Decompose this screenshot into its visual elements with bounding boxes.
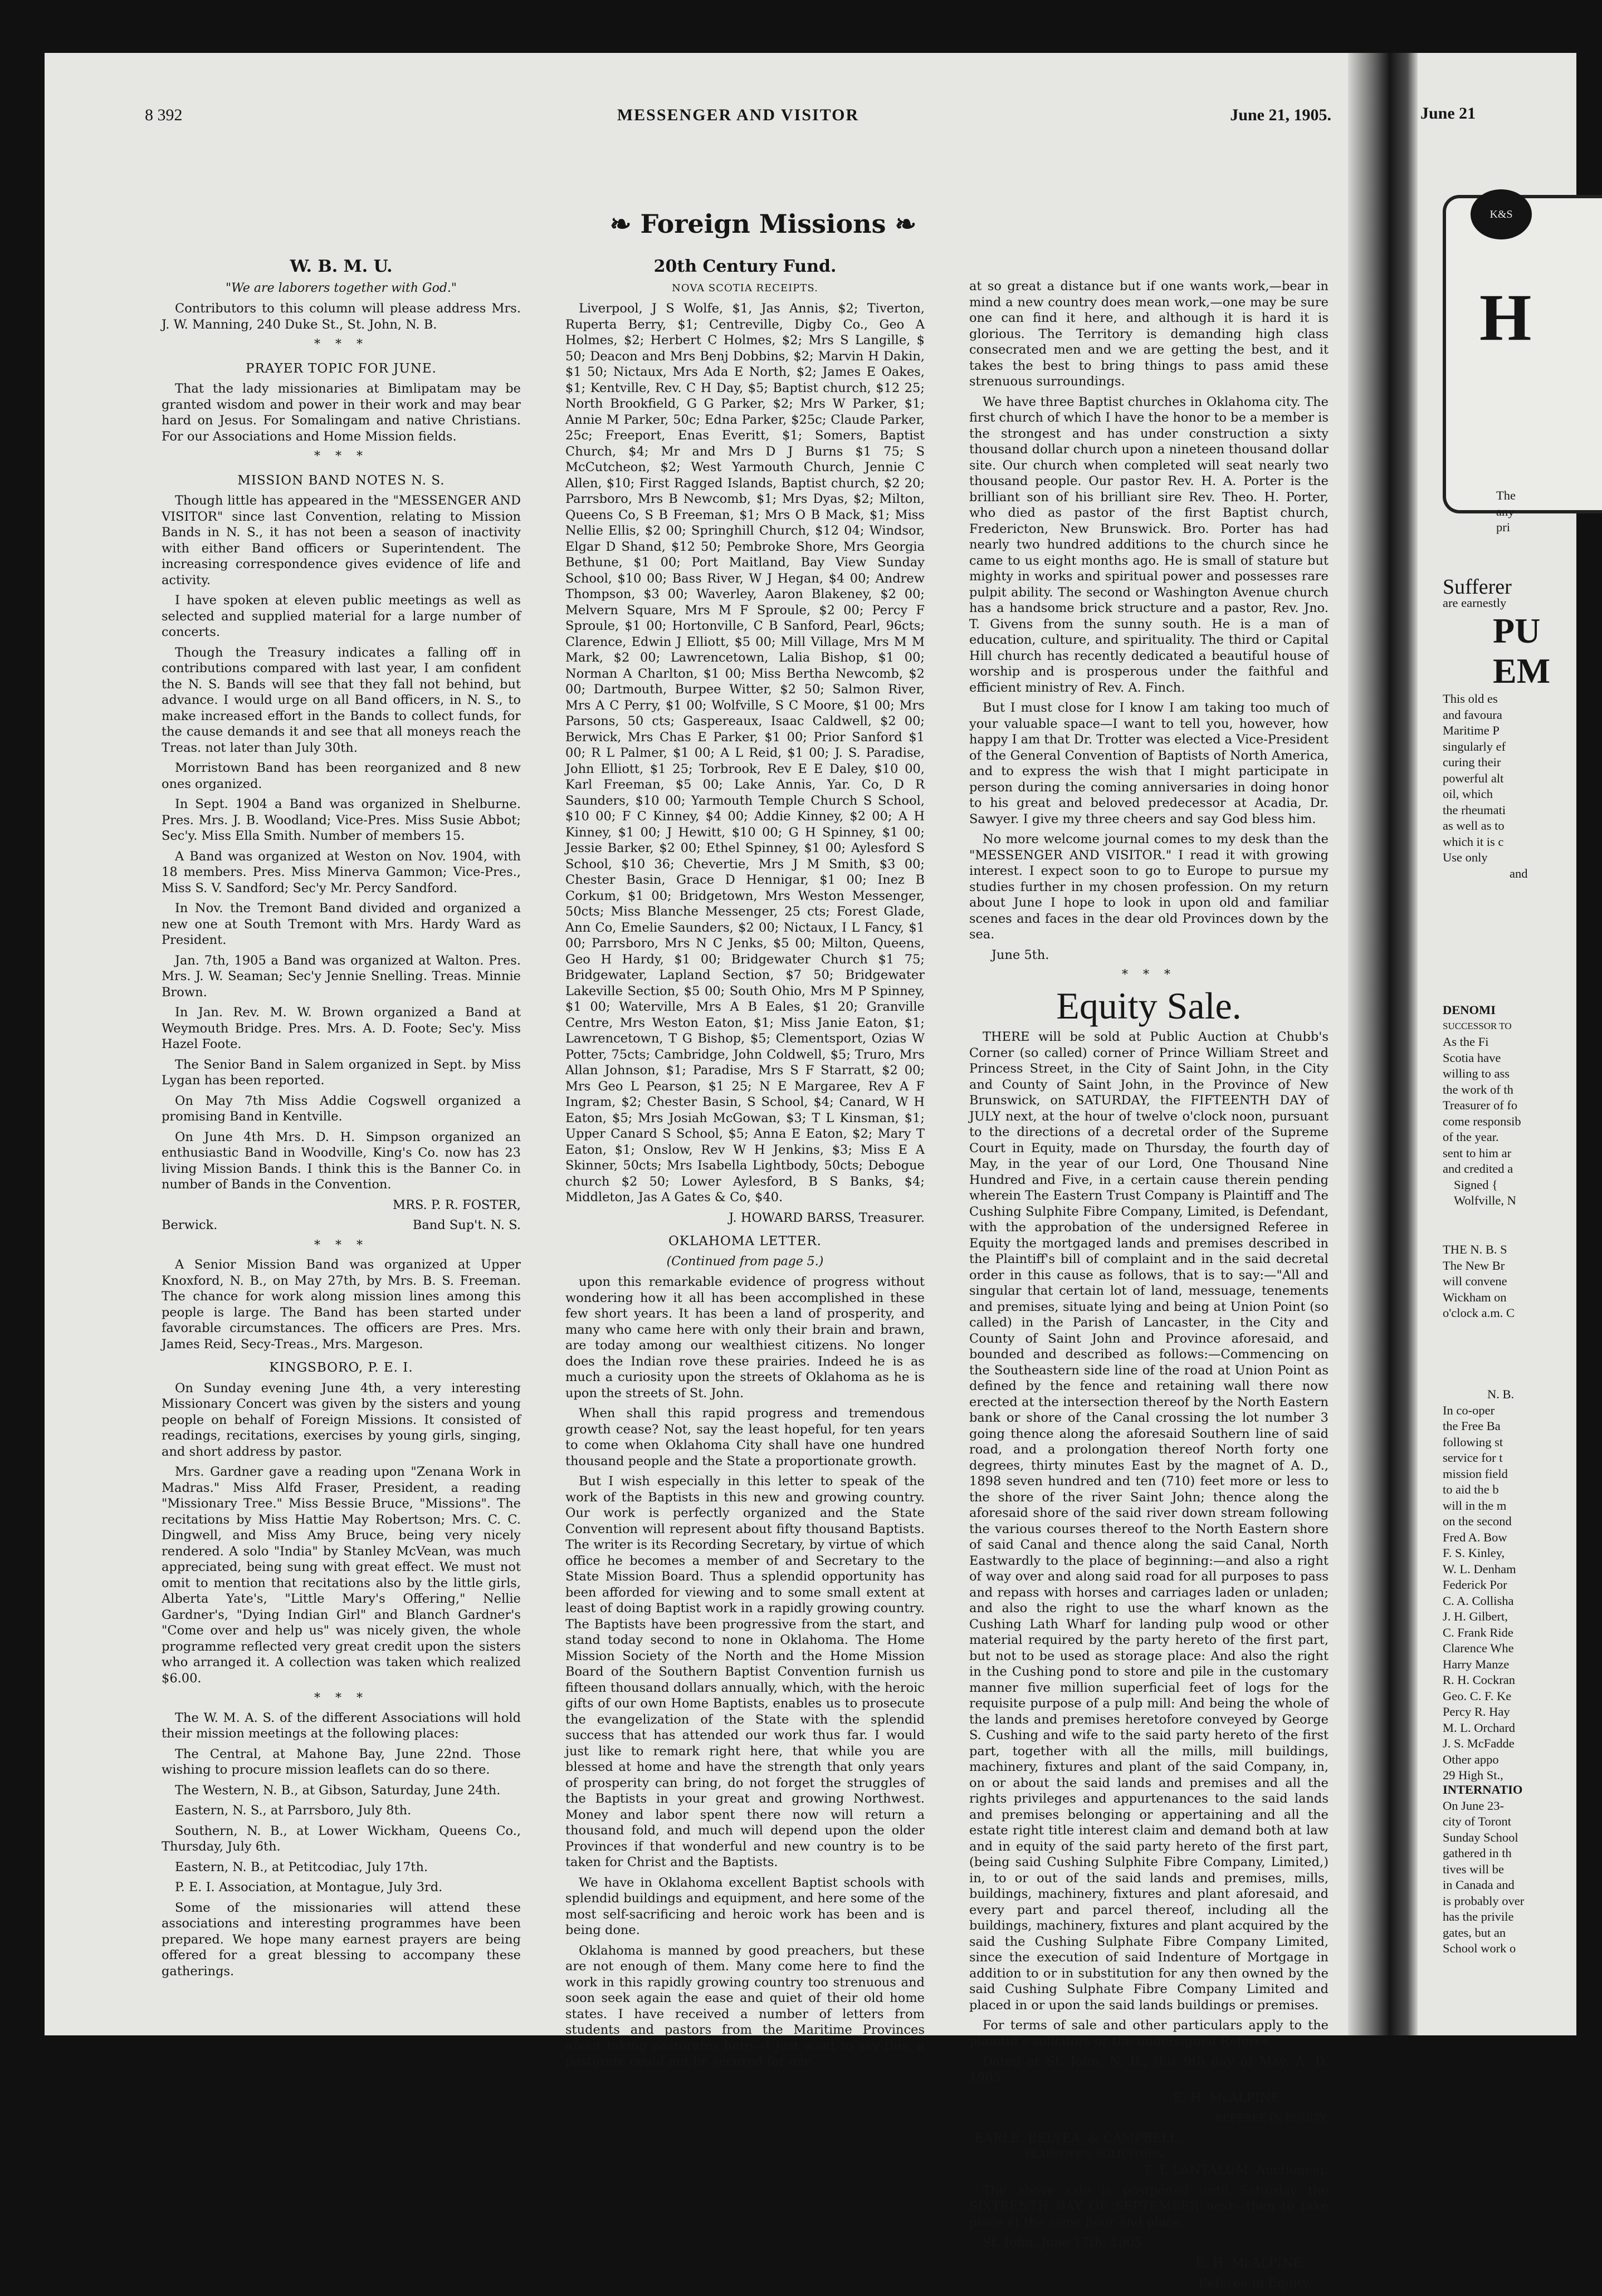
column-wbmu <box>162 259 521 1984</box>
auctioneer: T. T. LANTALUM, Auctioneer. <box>1143 2163 1329 2177</box>
notice-line: Wickham on <box>1443 1290 1507 1304</box>
wbmu-heading: W. B. M. U. <box>290 257 393 276</box>
ad-line: oil, which <box>1443 787 1493 801</box>
notice-line: Fred A. Bow <box>1443 1530 1507 1544</box>
ornament-right-icon: ❧ <box>895 209 917 239</box>
treasurer-signature: J. HOWARD BARSS, Treasurer. <box>729 1210 925 1225</box>
notice-line: of the year. <box>1443 1130 1499 1144</box>
paragraph: Dated at St. John, N. B., this 9th day of May, A. D. 1905. <box>969 2054 1329 2085</box>
referee-title: REFEREE IN EQUITY. <box>1215 2112 1329 2124</box>
nb-cooperation-notice <box>1443 1387 1588 1784</box>
notice-subheading: SUCCESSOR TO <box>1443 1020 1512 1031</box>
paragraph: Eastern, N. S., at Parrsboro, July 8th. <box>175 1803 412 1818</box>
paragraph: I have spoken at eleven public meetings as well as selected and supplied material for a large number of concerts. <box>162 593 521 639</box>
divider-stars: * * * <box>314 449 368 463</box>
notice-heading: THE N. B. S <box>1443 1242 1507 1256</box>
paragraph: In Nov. the Tremont Band divided and organized a new one at South Tremont with Mrs. Hardy Ward as President. <box>162 901 521 947</box>
paragraph: The above sale is postponed until Saturday the SIXTEENTH DAY OF SEPTEMBER next—then to take place at the same hour and place. <box>969 2183 1329 2230</box>
fund-receipts: Liverpool, J S Wolfe, $1, Jas Annis, $2; Tiverton, Ruperta Berry, $1; Centreville, Digby Co., Geo A Holmes, $2; Herbert C Holmes, $2; Mrs S Langille, $ 50; Deacon and Mrs Benj Dobbins, $2; Marvin H Dakin, $1 50; Nictaux, Mrs Ada E North, $2; James E Oakes, $1; Kentville, Rev. C H Day, $5; Baptist church, $12 25; North Brookfield, G G Parker, $2; Mrs W Parker, $1; Annie M Parker, 50c; Edna Parker, $25c; Claude Parker, 25c; Freeport, Enas Everitt, $1; Somers, Baptist Church, $4; Mr and Mrs D J Burns $1 75; S McCutcheon, $2; West Yarmouth Church, Jennie C Allen, $10; First Ragged Islands, Baptist church, $2 20; Parrsboro, Mrs B Newcomb, $1; Mrs Dyas, $2; Milton, Queens Co, S B Freeman, $1; Mrs O B Mack, $1; Miss Nellie Ellis, $2 00; Springhill Church, $12 04; Windsor, Elgar D Shand, $12 50; Pembroke Shore, Mrs Georgia Bethune, $1 00; Port Maitland, Bay View Sunday School, $10 00; Bass River, W J Hegan, $4 00; Andrew Thompson, $3 00; Waverley, Aaron Blakeney, $2 00; Melvern Square, Mrs M F Sproule, $2 00; Percy F Sproule, $1 00; Hortonville, C B Sanford, Pearl, 96cts; Clarence, Edwin J Elliott, $5 00; Mill Village, Mrs M M Mark, $2 00; Lawrencetown, Lalia Bishop, $1 00; Norman A Charlton, $1 00; Miss Bertha Newcomb, $2 00; Dartmouth, Burpee Witter, $2 50; Salmon River, Mrs A C Perry, $1 00; Wolfville, S C Moore, $1 00; Mrs Parsons, 50 cts; Gaspereaux, Isaac Caldwell, $2 00; Berwick, Mrs Chas E Parker, $1 00; Prior Sanford $1 00; R L Palmer, $1 00; A L Reid, $1 00; J. S. Paradise, John Elliott, $1 25; Torbrook, Rev E E Daley, $10 00, Karl Freeman, $5 00; Lake Annis, Yar. Co, D R Saunders, $10 00; Yarmouth Temple Church S School, $10 00; F C Kinney, $4 00; Addie Kinney, $2 00; A H Kinney, $1 00; J Hewitt, $10 00; G H Spinney, $1 00; Jessie Barker, $2 00; Ethel Spinney, $1 00; Aylesford S School, $10 36; Chevertie, Mrs J M Smith, $3 00; Chester Basin, Grace D Hennigar, $1 00; Inez B Corkum, $1 00; Bridgetown, Mrs Weston Messenger, 50cts; Miss Blanche Messenger, 25 cts; Forest Glade, Ann Co, Emelie Saunders, $2 00; Nictaux, I L Fancy, $1 00; Parrsboro, Mrs N C Jenks, $5 00; Milton, Queens, Geo H Hardy, $1 00; Bridgewater Church $1 75; Bridgewater, Lapland Section, $7 50; Bridgewater Lakeville Section, $5 00; South Ohio, Mrs M P Spinney, $1 00; Waterville, Mrs A B Eales, $1 20; Granville Centre, Mrs Weston Eaton, $1; Miss Janie Eaton, $1; Lawrencetown, T G Bishop, $5; Clementsport, Ozias W Potter, 75cts; Cambridge, John Coldwell, $5; Truro, Mrs Allan Johnson, $1; Paradise, Mrs S F Starratt, $2 00; Mrs Geo L Pearson, $1 25; N E Margaree, Rev A F Ingram, $2; Chester Basin, S School, $4; Canard, W H Eaton, $5; Mrs Josiah McGowan, $3; T L Kinsman, $1; Upper Canard S School, $5; Anna E Eaton, $2; Mary T Eaton, $1; Onslow, Rev W H Jenkins, $3; Miss E A Skinner, 50cts; Mrs Isabella Lightbody, 50cts; Debogue church $2 50; Lower Aylesford, B S Banks, $4; Middleton, Jas A Gates & Co, $40. <box>565 301 925 1205</box>
paragraph: The Senior Band in Salem organized in Sept. by Miss Lygan has been reported. <box>162 1057 521 1088</box>
page-number: 8 392 <box>145 106 183 124</box>
equity-sale-title: Equity Sale. <box>1056 984 1242 1027</box>
paragraph: On Sunday evening June 4th, a very interesting Missionary Concert was given by the sisters and young people on behalf of Foreign Missions. It consisted of readings, recitations, exercises by young girls, singing, and short address by pastor. <box>162 1380 521 1459</box>
paragraph: A Senior Mission Band was organized at Upper Knoxford, N. B., on May 27th, by Mrs. B. S. Freeman. The chance for work along mission lines among this people is large. The Band has been started under favorable circumstances. The officers are Pres. Mrs. James Reid, Secy-Treas., Mrs. Margeson. <box>162 1257 521 1352</box>
paragraph: Oklahoma is manned by good preachers, but these are not enough of them. Many come here to find the work in this rapidly growing country too strenuous and soon seek again the ease and quiet of their old home states. I have received a number of letters from students and pastors from the Maritime Provinces about taking pastorates here—I just want to say this, a pastorate could not be secured for one <box>565 1943 925 2069</box>
denomination-notice <box>1443 1002 1588 1209</box>
prayer-text: That the lady missionaries at Bimlipatam may be granted wisdom and power in their work and may bear hard on Jesus. For Somalingam and native Christians. For our Associations and Home Mission fields. <box>162 381 521 444</box>
wbmu-intro: Contributors to this column will please address Mrs. J. W. Manning, 240 Duke St., St. John, N. B. <box>162 301 521 332</box>
notice-line: C. A. Collisha <box>1443 1593 1514 1608</box>
letter-subheading: (Continued from page 5.) <box>666 1254 824 1269</box>
notice-line: C. Frank Ride <box>1443 1625 1513 1639</box>
ad-line: any <box>1496 504 1515 518</box>
ad-line: The <box>1496 488 1516 502</box>
ad-text <box>1496 488 1516 536</box>
notice-line: J. S. McFadde <box>1443 1736 1515 1750</box>
ad-headline: H <box>1479 280 1532 354</box>
ad-line: and <box>1510 866 1528 880</box>
notice-line: will in the m <box>1443 1498 1507 1512</box>
notice-line: On June 23- <box>1443 1798 1504 1813</box>
ad-line: which it is c <box>1443 834 1504 849</box>
ad-heading: Sufferer <box>1443 575 1512 599</box>
paragraph: Though the Treasury indicates a falling off in contributions compared with last year, I am confident the N. S. Bands will see that they fall not behind, but advance. I would urge on all Band officers, in N. S., to make increased effort in the Bands to collect funds, for the cause demands it and see that all moneys reach the Treas. not later than July 30th. <box>162 645 521 755</box>
paragraph: P. E. I. Association, at Montague, July 3rd. <box>175 1880 443 1894</box>
paragraph: In Jan. Rev. M. W. Brown organized a Band at Weymouth Bridge. Pres. Mrs. A. D. Foote; Sec'y. Miss Hazel Foote. <box>162 1005 521 1051</box>
signature-title: Band Sup't. N. S. <box>412 1218 521 1232</box>
notice-line: The New Br <box>1443 1258 1505 1272</box>
masthead-title: MESSENGER AND VISITOR <box>617 106 859 124</box>
ad-line: Use only <box>1443 850 1488 864</box>
notice-line: gates, but an <box>1443 1925 1506 1940</box>
notice-line: service for t <box>1443 1451 1503 1465</box>
paragraph: But I must close for I know I am taking too much of your valuable space—I want to tell you, however, how happy I am that Dr. Trotter was elected a Vice-President of the General Convention of Baptists of North America, and to express the wish that I might participate in person during the coming anniversaries in doing honor to his great and beloved predecessor at Acadia, Dr. Sawyer. I give my three cheers and say God bless him. <box>969 701 1329 826</box>
notice-line: 29 High St., <box>1443 1768 1503 1782</box>
prayer-heading: PRAYER TOPIC FOR JUNE. <box>245 361 437 376</box>
paragraph: But I wish especially in this letter to speak of the work of the Baptists in this new and growing country. Our work is perfectly organized and the State Convention will represent about fifty thousand Baptists. The writer is its Recording Secretary, by virtue of which office he becomes a member of and Secretary to the State Mission Board. Thus a splendid opportunity has been afforded for viewing and to some small extent at least of doing Baptist work in a rapidly growing country. The Baptists have been progressive from the start, and stand today second to none in Oklahoma. The Home Mission Society of the North and the Home Mission Board of the Southern Baptist Convention furnish us fifteen thousand dollars annually, which, with the heroic gifts of our own Home Baptists, enables us to prosecute the evangelization of the State with the splendid success that has attended our work thus far. I would just like to remark right here, that while you are blessed at home and have the strength that only years of prosperity can bring, do not forget the struggles of the Baptists in your great and growing Northwest. Money and labor spent there now will return a thousand fold, and much will depend upon the older Provinces if that wonderful and new country is to be taken for Christ and the Baptists. <box>565 1474 925 1869</box>
ad-line: pri <box>1496 520 1510 534</box>
notice-heading: DENOMI <box>1443 1003 1496 1017</box>
notice-line: School work o <box>1443 1941 1516 1955</box>
notice-line: Federick Por <box>1443 1578 1507 1592</box>
notice-line: gathered in th <box>1443 1846 1512 1860</box>
column-century-fund <box>565 259 925 2074</box>
paragraph: No more welcome journal comes to my desk than the "MESSENGER AND VISITOR." I read it with growing interest. I expect soon to go to Europe to pursue my studies further in my chosen profession. On my return about June I hope to look in upon old and familiar scenes and faces in the dear old Provinces down by the sea. <box>969 832 1329 942</box>
ad-big-word: EM <box>1493 651 1551 691</box>
notice-line: Scotia have <box>1443 1050 1501 1065</box>
notice-line: the Free Ba <box>1443 1419 1501 1433</box>
notice-heading: N. B. <box>1487 1387 1515 1401</box>
fund-heading: 20th Century Fund. <box>653 257 837 276</box>
equity-notice: THERE will be sold at Public Auction at Chubb's Corner (so called) corner of Prince William Street and Princess Street, in the City of Saint John, in the City and County of Saint John, in the Province of New Brunswick, on SATURDAY, the FIFTEENTH DAY of JULY next, at the hour of twelve o'clock noon, pursuant to the directions of a decretal order of the Supreme Court in Equity, made on Thursday, the fourth day of May, in the year of our Lord, One Thousand Nine Hundred and Five, in a certain cause therein pending wherein The Eastern Trust Company is Plaintiff and The Cushing Sulphite Fibre Company, Limited, is Defendant, with the approbation of the undersigned Referee in Equity the mortgaged lands and premises described in the Plaintiff's bill of complaint and in the said decretal order in this cause as follows, that is to say:—"All and singular that certain lot of land, messuage, tenements and premises, situate lying and being at Union Point (so called) in the Parish of Lancaster, in the City and County of Saint John and Province aforesaid, and bounded and described as follows:—Commencing on the Southeastern side line of the road at Union Point as defined by the fence and retaining wall there now erected at the intersection thereof by the North Eastern bank or shore of the Canal crossing the lot number 3 going thence along the aforesaid Southern line of said road, and a prolongation thereof North forty one degrees, thirty minutes East by the magnet of A. D., 1898 seven hundred and ten (710) feet more or less to the shore of the river Saint John; thence along the aforesaid shore of the said river down stream following the various courses thereof to the North Eastern shore of said Canal and thence along the said Canal, North Eastwardly to the place of beginning:—and also a right of way over and along said road for all purposes to pass and repass with horses and carriages laden or unladen; and also the right to use the wharf known as the Cushing Lath Wharf for landing pulp wood or other material required by the party hereto of the first part, but not to be used as storage place: And also the right in the Cushing pond to store and pile in the customary manner five million superficial feet of logs for the requisite purpose of a pulp mill: And being the whole of the lands and premises heretofore conveyed by George S. Cushing and wife to the said party hereto of the first part, together with all the mills, mill buildings, machinery, fixtures and plant of the said Company, in, on or about the said lands and premises and all the rights privileges and appurtenances to the said lands and premises belonging or appertaining and all the estate right title interest claim and demand both at law and in equity of the said party hereto of the first part, (being said Cushing Sulphite Fibre Company, Limited,) in, to or out of the said lands and premises, mills, buildings, machinery, fixtures and plant aforesaid, and every part and parcel thereof, including all the buildings, machinery, fixtures and plant acquired by the said the Cushing Sulphate Fibre Company Limited, since the execution of said Indenture of Mortgage in addition to or in substitution for any then owned by the said Cushing Sulphate Fibre Company Limited and placed in or upon the said lands buildings or premises. <box>969 1030 1329 2013</box>
notice-line: city of Toront <box>1443 1814 1511 1828</box>
ad-line: This old es <box>1443 692 1498 706</box>
page-header <box>145 106 1331 139</box>
notice-line: the work of th <box>1443 1082 1513 1096</box>
paragraph: For terms of sale and other particulars apply to the plaintiff's solicitors or the undersigned Referee. <box>969 2018 1329 2049</box>
paragraph: The Western, N. B., at Gibson, Saturday, June 24th. <box>175 1783 501 1798</box>
section-title-text: Foreign Missions <box>640 209 886 239</box>
facing-page-date: June 21 <box>1420 104 1476 123</box>
ad-line: as well as to <box>1443 819 1505 833</box>
paragraph: The Central, at Mahone Bay, June 22nd. Those wishing to procure mission leaflets can do so there. <box>162 1746 521 1777</box>
notice-line: to aid the b <box>1443 1482 1499 1496</box>
facing-page <box>1420 106 1576 2033</box>
notice-line: willing to ass <box>1443 1066 1510 1080</box>
referee-name: E. H. McALPINE, <box>1195 2255 1306 2270</box>
notice-line: is probably over <box>1443 1893 1525 1908</box>
paragraph: Southern, N. B., at Lower Wickham, Queens Co., Thursday, July 6th. <box>162 1823 521 1854</box>
ornament-left-icon: ❧ <box>609 209 641 239</box>
notice-line: sent to him ar <box>1443 1145 1512 1160</box>
notice-line: tives will be <box>1443 1862 1504 1876</box>
notice-line: in Canada and <box>1443 1878 1515 1892</box>
international-notice <box>1443 1782 1588 1957</box>
ad-line: Maritime P <box>1443 723 1500 737</box>
notice-line: W. L. Denham <box>1443 1561 1516 1576</box>
advertisement-box <box>1443 195 1602 534</box>
notice-line: following st <box>1443 1435 1503 1449</box>
letter-date: June 5th. <box>992 947 1049 962</box>
ad-subline: are earnestly <box>1443 595 1507 610</box>
notice-line: Percy R. Hay <box>1443 1705 1510 1719</box>
signature-line <box>162 1217 521 1233</box>
solicitors-name: EARLE, BELYEA, & CAMPBELL, <box>975 2131 1183 2146</box>
solicitors-title: PLAINTIFF'S SOLICITORS. <box>1025 2148 1165 2160</box>
newspaper-page <box>45 53 1576 2290</box>
wbmu-motto: "We are laborers together with God." <box>225 281 457 295</box>
kingsboro-heading: KINGSBORO, P. E. I. <box>269 1360 413 1375</box>
notice-line: As the Fi <box>1443 1035 1489 1049</box>
notice-line: M. L. Orchard <box>1443 1720 1515 1735</box>
paragraph: upon this remarkable evidence of progress without wondering how it all has been accomplished in these few short years. It has been a land of prosperity, and many who came here with only their brain and brawn, are today among our wealthiest citizens. No longer does the Indian rove these prairies. Indeed he is as much a curiosity upon the streets of Oklahoma as he is upon the streets of St. John. <box>565 1275 925 1401</box>
nb-association-notice <box>1443 1242 1588 1321</box>
notice-line: on the second <box>1443 1514 1512 1528</box>
notice-line: F. S. Kinley, <box>1443 1546 1505 1560</box>
paragraph: A Band was organized at Weston on Nov. 1904, with 18 members. Pres. Miss Minerva Gammon; Vice-Pres., Miss S. V. Sandford; Sec'y Mr. Percy Sandford. <box>162 849 521 895</box>
paragraph: St. John, June 17th, 1905. <box>983 2235 1146 2250</box>
notice-line: Harry Manze <box>1443 1657 1510 1671</box>
paragraph: Some of the missionaries will attend these associations and interesting programmes have been prepared. We hope many earnest prayers are being offered for a great blessing to accompany these gatherings. <box>162 1900 521 1979</box>
ad-line: singularly ef <box>1443 739 1506 753</box>
ad-line: curing their <box>1443 755 1501 769</box>
signature-name: MRS. P. R. FOSTER, <box>392 1197 521 1212</box>
ad-line: powerful alt <box>1443 771 1504 785</box>
paragraph: Mrs. Gardner gave a reading upon "Zenana Work in Madras." Miss Alfd Fraser, President, a reading "Missionary Tree." Miss Bessie Bruce, "Missions". The recitations by Miss Hattie May Robertson; Mrs. C. C. Dingwell, and Miss Amy Bruce, being very nicely rendered. A solo "India" by Stanley McVean, was much appreciated, being sung with great effect. We must not omit to mention that recitations also by the little girls, Alberta Yate's, "Little Mary's Offering," Nellie Gardner's, "Dying Indian Girl" and Blanch Gardner's "Come over and help us" was nicely given, the whole programme reflected very great credit upon the sisters who arranged it. A collection was taken which realized $6.00. <box>162 1465 521 1686</box>
paragraph: On June 4th Mrs. D. H. Simpson organized an enthusiastic Band in Woodville, King's Co. now has 23 living Mission Bands. I think this is the Banner Co. in number of Bands in the Convention. <box>162 1129 521 1192</box>
referee-title: Referee in Equity. <box>1198 2276 1312 2290</box>
letter-heading: OKLAHOMA LETTER. <box>668 1234 822 1249</box>
notice-line: has the privile <box>1443 1910 1514 1923</box>
ad-big-word: PU <box>1493 611 1541 650</box>
issue-date: June 21, 1905. <box>1230 106 1331 124</box>
column-letter-equity <box>969 278 1329 2296</box>
page-gutter <box>1348 53 1418 2035</box>
paragraph: at so great a distance but if one wants work,—bear in mind a new country does mean work,—one may be sure one can find it here, and although it is hard it is glorious. The Territory is demanding high class consecrated men and we are getting the best, and it takes the best to bring things to pass amid these strenuous surroundings. <box>969 279 1329 389</box>
paragraph: On May 7th Miss Addie Cogswell organized a promising Band in Kentville. <box>162 1093 521 1124</box>
referee-name: E. H. McALPINE, <box>1173 2091 1284 2105</box>
notice-line: o'clock a.m. C <box>1443 1306 1515 1320</box>
notice-line: Wolfville, N <box>1454 1193 1516 1207</box>
section-title <box>563 209 964 239</box>
paragraph: Though little has appeared in the "MESSENGER AND VISITOR" since last Convention, relating to Mission Bands in N. S., it has not been a season of inactivity with either Band officers or Superintendent. The increasing correspondence gives evidence of life and activity. <box>162 493 521 588</box>
notice-line: and credited a <box>1443 1162 1513 1176</box>
band-heading: MISSION BAND NOTES N. S. <box>237 473 445 488</box>
paragraph: We have in Oklahoma excellent Baptist schools with splendid buildings and equipment, and here some of the most self-sacrificing and heroic work has been and is being done. <box>565 1875 925 1937</box>
notice-line: mission field <box>1443 1466 1508 1481</box>
paragraph: We have three Baptist churches in Oklahoma city. The first church of which I have the honor to be a member is the strongest and has under construction a sixty thousand dollar church upon a nineteen thousand dollar site. Our church when completed will seat nearly two thousand people. Our pastor Rev. H. A. Porter is the brilliant son of his brilliant sire Rev. Theo. H. Porter, who died as pastor of the first Baptist church, Fredericton, New Brunswick. Bro. Porter has had nearly two hundred additions to the church since he came to us eight months ago. He is small of stature but mighty in works and spiritual power and possesses rare pulpit ability. The second or Washington Avenue church has a handsome brick structure and a pastor, Rev. Jno. T. Givens from the sunny south. He is a man of education, culture, and spirituality. The third or Capital Hill church has recently dedicated a beautiful house of worship and is prosperous under the faithful and efficient ministry of Rev. A. Finch. <box>969 394 1329 695</box>
paragraph: In Sept. 1904 a Band was organized in Shelburne. Pres. Mrs. J. B. Woodland; Vice-Pres. Miss Susie Abbot; Sec'y. Miss Ella Smith. Number of members 15. <box>162 797 521 843</box>
notice-line: Clarence Whe <box>1443 1641 1514 1655</box>
sufferers-ad <box>1443 575 1588 882</box>
notice-line: will convene <box>1443 1274 1507 1288</box>
notice-line: Treasurer of fo <box>1443 1098 1518 1112</box>
paragraph: When shall this rapid progress and tremendous growth cease? Not, say the least hopeful, for ten years to come when Oklahoma City shall have one hundred thousand people and the State a proportionate growth. <box>565 1406 925 1468</box>
notice-line: Signed { <box>1454 1177 1498 1192</box>
divider-stars: * * * <box>1122 968 1176 982</box>
divider-stars: * * * <box>314 337 368 351</box>
paragraph: Morristown Band has been reorganized and 8 new ones organized. <box>162 761 521 791</box>
notice-heading: INTERNATIO <box>1443 1783 1523 1796</box>
notice-line: Sunday School <box>1443 1830 1518 1844</box>
divider-stars: * * * <box>314 1691 368 1705</box>
notice-line: In co-oper <box>1443 1403 1495 1417</box>
notice-line: Geo. C. F. Ke <box>1443 1688 1512 1703</box>
fund-subheading: NOVA SCOTIA RECEIPTS. <box>672 282 818 294</box>
ad-line: and favoura <box>1443 707 1502 722</box>
paragraph: Eastern, N. B., at Petitcodiac, July 17th. <box>175 1859 428 1874</box>
notice-line: J. H. Gilbert, <box>1443 1609 1508 1623</box>
paragraph: Jan. 7th, 1905 a Band was organized at Walton. Pres. Mrs. J. W. Seaman; Sec'y Jennie Snelling. Treas. Minnie Brown. <box>162 953 521 1000</box>
notice-line: come responsib <box>1443 1114 1521 1128</box>
divider-stars: * * * <box>314 1238 368 1252</box>
notice-line: R. H. Cockran <box>1443 1673 1515 1687</box>
seal-logo: K&S <box>1471 189 1532 239</box>
signature-place: Berwick. <box>162 1218 218 1232</box>
notice-line: Other appo <box>1443 1752 1499 1766</box>
paragraph: The W. M. A. S. of the different Associations will hold their mission meetings at the following places: <box>162 1710 521 1741</box>
ad-line: the rheumati <box>1443 802 1506 817</box>
